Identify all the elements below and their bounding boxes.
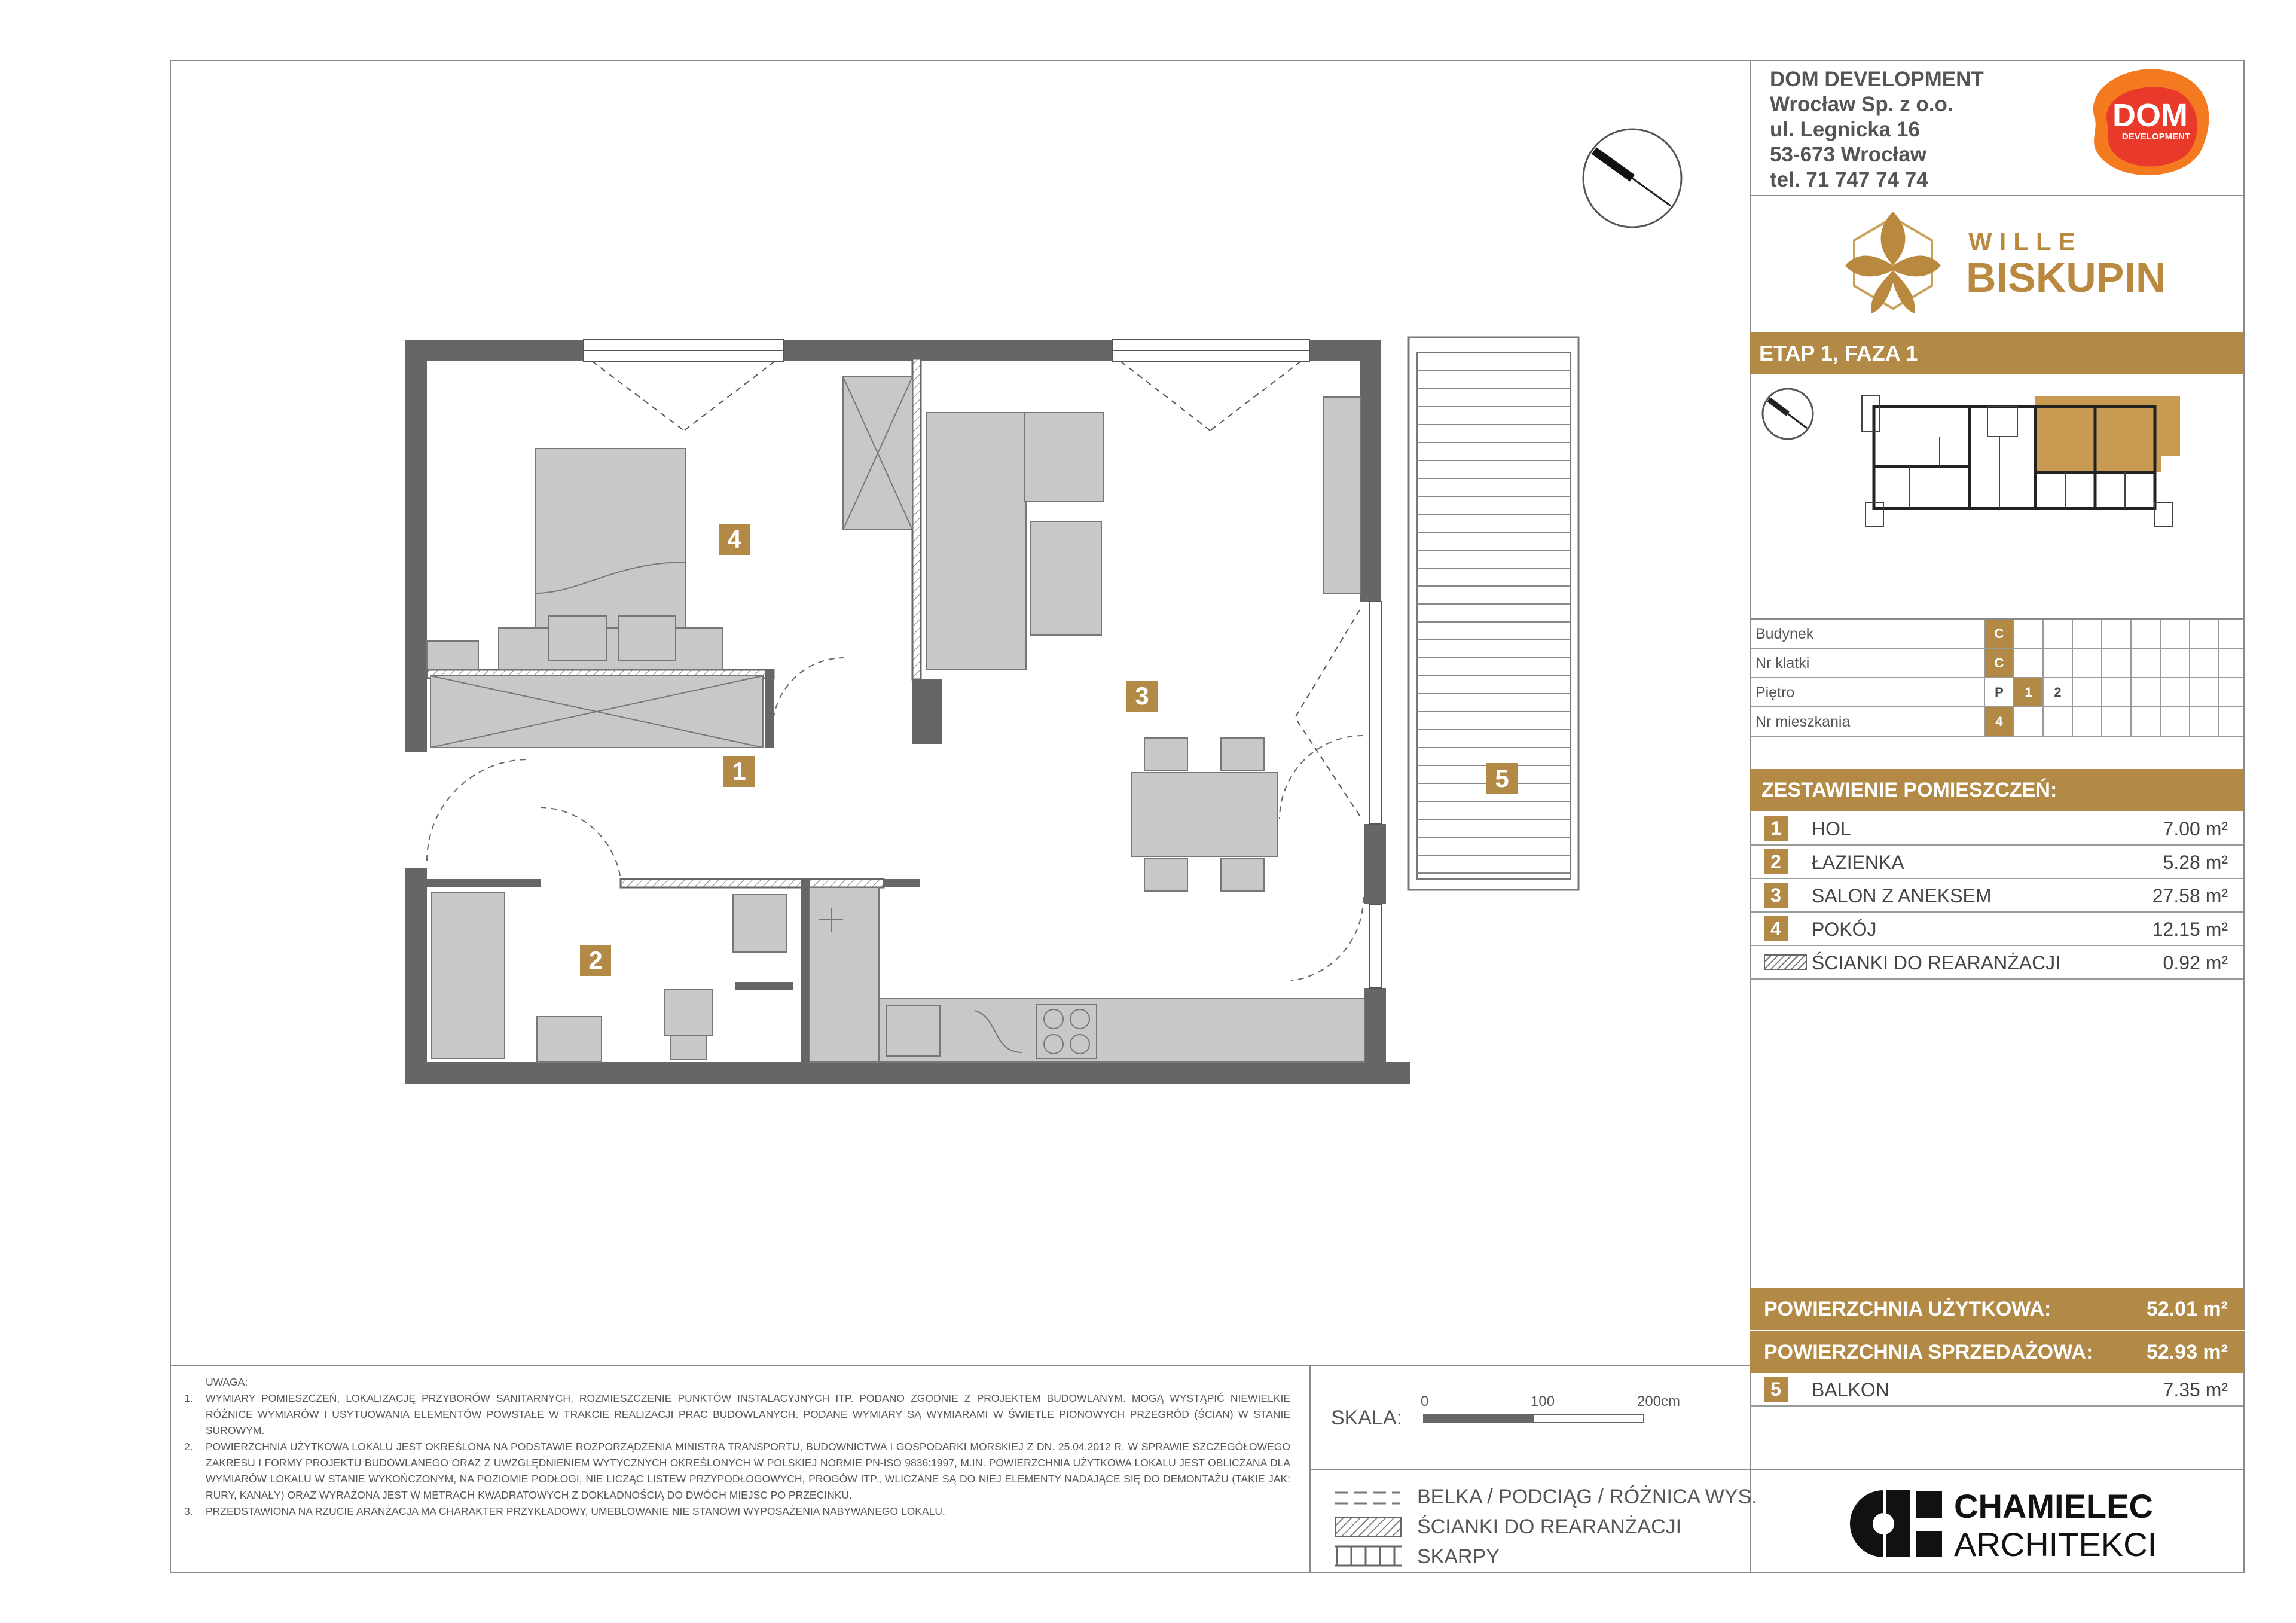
scale-label: SKALA:	[1331, 1407, 1403, 1429]
divider	[170, 1365, 1750, 1366]
balcony-row	[1750, 1373, 2243, 1407]
floor-plan	[401, 335, 1620, 1088]
divider	[1750, 195, 2245, 196]
usable-area-bar	[1750, 1288, 2243, 1330]
logo-text: DOM	[2112, 97, 2188, 133]
info-label: Budynek	[1755, 626, 1814, 642]
info-cell	[2072, 678, 2101, 706]
stage-header: ETAP 1, FAZA 1	[1750, 332, 2243, 374]
partition-area: 0.92 m²	[2163, 952, 2228, 974]
plan-room-label-3: 3	[1126, 681, 1158, 712]
divider	[1309, 1469, 2245, 1470]
partition-legend-icon	[1335, 1517, 1402, 1537]
room-name: HOL	[1812, 818, 1851, 840]
apartment-value: 4	[1984, 707, 2013, 736]
floor-option: P	[1984, 678, 2013, 706]
info-cell	[2013, 649, 2042, 677]
usable-area-label: POWIERZCHNIA UŻYTKOWA:	[1764, 1298, 2051, 1320]
info-cell	[2072, 707, 2101, 736]
info-cell	[2042, 707, 2072, 736]
info-label: Piętro	[1755, 684, 1795, 701]
info-cell	[2101, 620, 2130, 648]
room-name: POKÓJ	[1812, 919, 1877, 940]
room-number: 5	[1764, 1377, 1788, 1402]
room-row	[1750, 879, 2243, 913]
info-cell	[2130, 620, 2160, 648]
scale-tick: 0	[1421, 1393, 1429, 1410]
scale-tick: 200cm	[1637, 1393, 1681, 1410]
room-name: BALKON	[1812, 1379, 1889, 1401]
project-name-line1: WILLE	[1968, 227, 2083, 255]
beam-legend-icon	[1335, 1489, 1400, 1510]
info-label: Nr mieszkania	[1755, 713, 1851, 730]
room-row	[1750, 913, 2243, 946]
legend-beam: BELKA / PODCIĄG / RÓŻNICA WYS.	[1417, 1485, 1757, 1508]
plan-room-label-2: 2	[580, 945, 611, 976]
logo-square	[1916, 1491, 1942, 1518]
legend-partitions: ŚCIANKI DO REARANŻACJI	[1417, 1515, 1682, 1538]
note-number: 3.	[184, 1505, 193, 1517]
compass-icon	[1581, 127, 1684, 230]
room-number: 3	[1764, 883, 1788, 908]
info-cell	[2189, 649, 2218, 677]
info-cell	[2042, 620, 2072, 648]
project-name-line2: BISKUPIN	[1966, 254, 2166, 301]
sales-area-value: 52.93 m²	[2146, 1341, 2228, 1363]
partition-name: ŚCIANKI DO REARANŻACJI	[1812, 952, 2061, 974]
info-cell	[2189, 678, 2218, 706]
info-row-floor	[1750, 678, 2243, 707]
room-area: 12.15 m²	[2152, 919, 2228, 940]
sales-area-label: POWIERZCHNIA SPRZEDAŻOWA:	[1764, 1341, 2093, 1363]
info-cell	[2189, 620, 2218, 648]
key-plan	[1760, 383, 2239, 544]
dom-development-logo	[2077, 62, 2218, 182]
company-street: ul. Legnicka 16	[1770, 118, 1920, 141]
info-cell	[2218, 649, 2248, 677]
key-plan-compass-icon	[1763, 389, 1813, 439]
room-number: 2	[1764, 849, 1788, 874]
room-name: SALON Z ANEKSEM	[1812, 885, 1992, 907]
info-cell	[2218, 707, 2248, 736]
partition-row	[1750, 946, 2243, 980]
info-cell	[2160, 649, 2189, 677]
room-area: 5.28 m²	[2163, 852, 2228, 873]
note-item	[184, 1439, 1290, 1503]
architect-name: CHAMIELEC	[1954, 1487, 2153, 1525]
rooms-summary-header: ZESTAWIENIE POMIESZCZEŃ:	[1750, 769, 2243, 811]
info-cell	[2072, 620, 2101, 648]
legend-reveals: SKARPY	[1417, 1545, 1500, 1568]
chamielec-logo-icon	[1850, 1490, 1910, 1557]
info-cell	[2160, 678, 2189, 706]
room-number: 4	[1764, 916, 1788, 941]
reveal-legend-icon	[1335, 1544, 1402, 1571]
note-number: 1.	[184, 1392, 193, 1404]
info-cell	[2189, 707, 2218, 736]
info-label: Nr klatki	[1755, 655, 1810, 672]
building-value: C	[1984, 620, 2013, 648]
usable-area-value: 52.01 m²	[2146, 1298, 2228, 1320]
info-cell	[2130, 649, 2160, 677]
balcony	[1409, 337, 1578, 890]
room-area: 7.35 m²	[2163, 1379, 2228, 1401]
info-cell	[2013, 620, 2042, 648]
wille-biskupin-logo	[1833, 200, 2168, 328]
info-cell	[2072, 649, 2101, 677]
floor-option-selected: 1	[2013, 678, 2042, 706]
info-cell	[2042, 649, 2072, 677]
note-number: 2.	[184, 1441, 193, 1453]
info-cell	[2130, 707, 2160, 736]
staircase-value: C	[1984, 649, 2013, 677]
room-area: 27.58 m²	[2152, 885, 2228, 907]
info-cell	[2160, 707, 2189, 736]
note-text: PRZEDSTAWIONA NA RZUCIE ARANŻACJA MA CHARAKTER PRZYKŁADOWY, UMEBLOWANIE NIE STANOWI WYPOSAŻENIA NABYWANEGO LOKALU.	[206, 1505, 945, 1517]
notes	[184, 1374, 1290, 1520]
info-cell	[2218, 678, 2248, 706]
scale-tick: 100	[1531, 1393, 1555, 1410]
plan-room-label-4: 4	[719, 524, 750, 555]
oak-leaf-icon	[1833, 200, 1953, 325]
sales-area-bar	[1750, 1331, 2243, 1373]
company-address	[1770, 67, 1984, 193]
room-area: 7.00 m²	[2163, 818, 2228, 840]
info-row-staircase	[1750, 649, 2243, 678]
info-cell	[2101, 707, 2130, 736]
logo-square	[1916, 1531, 1942, 1557]
notes-title: UWAGA:	[206, 1376, 248, 1388]
note-item	[184, 1503, 1290, 1520]
company-name: DOM DEVELOPMENT	[1770, 68, 1984, 91]
floor-option: 2	[2042, 678, 2072, 706]
plan-room-label-1: 1	[723, 756, 755, 787]
info-cell	[2101, 678, 2130, 706]
company-name2: Wrocław Sp. z o.o.	[1770, 93, 1953, 116]
company-city: 53-673 Wrocław	[1770, 143, 1926, 166]
plan-room-label-5: 5	[1486, 763, 1518, 794]
note-item	[184, 1390, 1290, 1439]
note-text: POWIERZCHNIA UŻYTKOWA LOKALU JEST OKREŚLONA NA PODSTAWIE ROZPORZĄDZENIA MINISTRA TRANSPORTU, BUDOWNICTWA I GOSPODARKI MORSKIEJ Z DN. 25.04.2012 R. W SPRAWIE SZCZEGÓŁOWEGO ZAKRESU I FORMY PROJEKTU BUDOWLANEGO ORAZ Z UWZGLĘDNIENIEM WYTYCZNYCH OKREŚLONYCH W POLSKIEJ NORMIE PN-ISO 9836:1997, M.IN. POWIERZCHNIA UŻYTKOWA LOKALU JEST OBLICZANA DLA WYMIARÓW LOKALU W STANIE WYKOŃCZONYM, NA POZIOMIE PODŁOGI, NIE LICZĄC LISTEW PRZYPODŁOGOWYCH, PROGÓW ITP., WLICZANE SĄ DO NIEJ ELEMENTY NADAJĄCE SIĘ DO DEMONTAŻU (TAKIE JAK: RURY, KANAŁY) ORAZ WYRAŻONA JEST W METRACH KWADRATOWYCH Z DOKŁADNOŚCIĄ DO DWÓCH MIEJSC PO PRZECINKU.	[206, 1441, 1290, 1501]
room-row	[1750, 812, 2243, 846]
architect-subtitle: ARCHITEKCI	[1954, 1526, 2157, 1563]
info-cell	[2160, 620, 2189, 648]
info-cell	[2101, 649, 2130, 677]
scale-bar	[1423, 1414, 1644, 1423]
room-row	[1750, 846, 2243, 879]
info-row-building	[1750, 620, 2243, 649]
hatch-swatch	[1764, 954, 1807, 970]
info-cell	[2218, 620, 2248, 648]
info-cell	[2130, 678, 2160, 706]
logo-subtext: DEVELOPMENT	[2121, 132, 2191, 142]
info-cell	[2013, 707, 2042, 736]
company-phone: tel. 71 747 74 74	[1770, 168, 1928, 191]
note-text: WYMIARY POMIESZCZEŃ, LOKALIZACJĘ PRZYBORÓW SANITARNYCH, ROZMIESZCZENIE PUNKTÓW INSTALACYJNYCH ITP. PODANO ZGODNIE Z PROJEKTEM BUDOWLANYM. MOGĄ WYSTĄPIĆ NIEWIELKIE RÓŻNICE WYMIARÓW I USYTUOWANIA ELEMENTÓW POWSTAŁE W TRAKCIE REALIZACJI PRAC BUDOWLANYCH. PODANE WYMIARY SĄ WYMIARAMI W ŚWIETLE PIONOWYCH PRZEGRÓD (ŚCIAN) W STANIE SUROWYM.	[206, 1392, 1290, 1436]
room-number: 1	[1764, 816, 1788, 841]
room-name: ŁAZIENKA	[1812, 852, 1904, 873]
info-row-apartment	[1750, 707, 2243, 737]
